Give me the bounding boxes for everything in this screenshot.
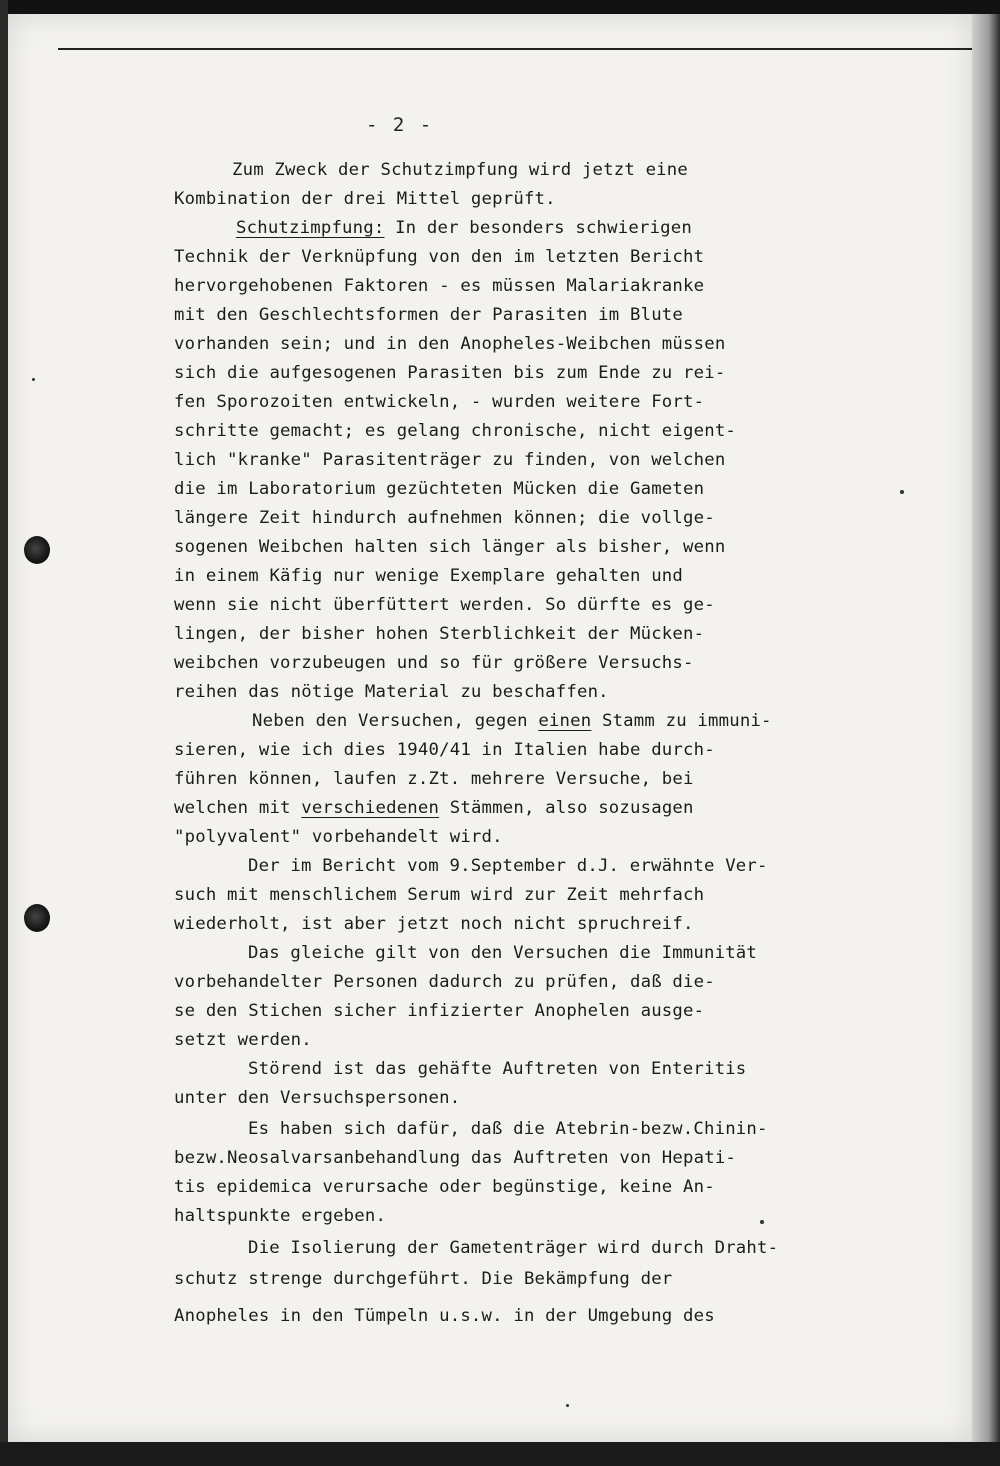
text-line: fen Sporozoiten entwickeln, - wurden weitere Fort-	[174, 392, 705, 412]
page-number: - 2 -	[366, 114, 434, 136]
speck	[900, 490, 904, 494]
text-line: sieren, wie ich dies 1940/41 in Italien habe durch-	[174, 740, 715, 760]
text-line: sogenen Weibchen halten sich länger als bisher, wenn	[174, 537, 726, 557]
underlined-word: verschiedenen	[301, 798, 440, 818]
text-line: unter den Versuchspersonen.	[174, 1088, 461, 1108]
text-line: hervorgehobenen Faktoren - es müssen Malariakranke	[174, 276, 705, 296]
text-line: in einem Käfig nur wenige Exemplare gehalten und	[174, 566, 684, 586]
text-line: mit den Geschlechtsformen der Parasiten im Blute	[174, 305, 684, 325]
text-line: "polyvalent" vorbehandelt wird.	[174, 827, 503, 847]
document-page	[8, 14, 972, 1442]
text-segment: Stämmen, also sozusagen	[449, 798, 694, 818]
text-line: wiederholt, ist aber jetzt noch nicht spruchreif.	[174, 914, 694, 934]
text-line: Zum Zweck der Schutzimpfung wird jetzt eine	[232, 160, 688, 180]
text-line: reihen das nötige Material zu beschaffen.	[174, 682, 609, 702]
text-line: längere Zeit hindurch aufnehmen können; die vollge-	[174, 508, 715, 528]
text-line: se den Stichen sicher infizierter Anophelen ausge-	[174, 1001, 705, 1021]
text-line: vorbehandelter Personen dadurch zu prüfen, daß die-	[174, 972, 715, 992]
text-line: Kombination der drei Mittel geprüft.	[174, 189, 556, 209]
text-line	[236, 218, 692, 238]
text-line	[174, 798, 694, 818]
text-line: die im Laboratorium gezüchteten Mücken die Gameten	[174, 479, 705, 499]
punch-hole-upper	[24, 536, 50, 564]
text-line: wenn sie nicht überfüttert werden. So dürfte es ge-	[174, 595, 715, 615]
text-segment: In der besonders schwierigen	[395, 218, 692, 238]
text-line: such mit menschlichem Serum wird zur Zeit mehrfach	[174, 885, 705, 905]
text-line	[252, 711, 772, 731]
underlined-word: einen	[538, 711, 592, 731]
text-line: vorhanden sein; und in den Anopheles-Weibchen müssen	[174, 334, 726, 354]
text-segment: Stamm zu immuni-	[601, 711, 772, 731]
speck	[566, 1404, 569, 1407]
text-line: bezw.Neosalvarsanbehandlung das Auftreten von Hepati-	[174, 1148, 737, 1168]
text-line: setzt werden.	[174, 1030, 312, 1050]
text-line: Störend ist das gehäfte Auftreten von Enteritis	[248, 1059, 747, 1079]
text-line: tis epidemica verursache oder begünstige, keine An-	[174, 1177, 715, 1197]
text-line: Die Isolierung der Gametenträger wird durch Draht-	[248, 1238, 779, 1258]
punch-hole-lower	[24, 904, 50, 932]
top-rule	[58, 48, 972, 50]
speck	[760, 1220, 764, 1224]
text-line: sich die aufgesogenen Parasiten bis zum Ende zu rei-	[174, 363, 726, 383]
scan-right-border	[972, 14, 1000, 1442]
text-line: führen können, laufen z.Zt. mehrere Versuche, bei	[174, 769, 694, 789]
text-segment: welchen mit	[174, 798, 291, 818]
text-line: lich "kranke" Parasitenträger zu finden, von welchen	[174, 450, 726, 470]
text-segment: Neben den Versuchen, gegen	[252, 711, 528, 731]
text-line: Technik der Verknüpfung von den im letzten Bericht	[174, 247, 705, 267]
text-line: haltspunkte ergeben.	[174, 1206, 387, 1226]
text-line: Das gleiche gilt von den Versuchen die Immunität	[248, 943, 758, 963]
scan-left-border	[0, 0, 8, 1466]
text-line: Anopheles in den Tümpeln u.s.w. in der Umgebung des	[174, 1306, 715, 1326]
text-line: Es haben sich dafür, daß die Atebrin-bezw.Chinin-	[248, 1119, 768, 1139]
text-line: weibchen vorzubeugen und so für größere Versuchs-	[174, 653, 694, 673]
speck	[32, 378, 35, 381]
text-line: schritte gemacht; es gelang chronische, nicht eigent-	[174, 421, 737, 441]
text-line: Der im Bericht vom 9.September d.J. erwähnte Ver-	[248, 856, 768, 876]
scan-bottom-border	[0, 1442, 1000, 1466]
text-line: schutz strenge durchgeführt. Die Bekämpfung der	[174, 1269, 673, 1289]
text-line: lingen, der bisher hohen Sterblichkeit der Mücken-	[174, 624, 705, 644]
underlined-heading: Schutzimpfung:	[236, 218, 385, 238]
